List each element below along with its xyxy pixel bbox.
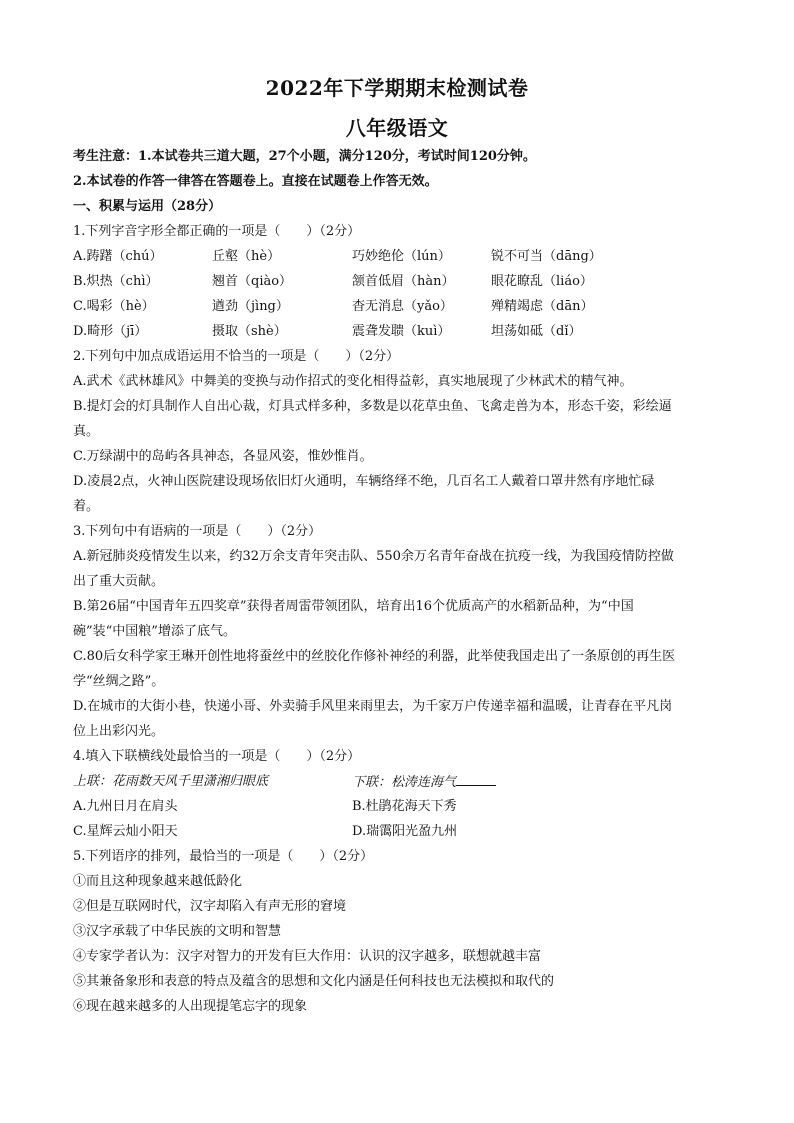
q1-option-d-1: D.畸形（jī） (73, 324, 148, 339)
q4-lower-couplet (352, 773, 496, 792)
q3-option-b-cont: 碗”装“中国粮”增添了底气。 (73, 624, 236, 639)
q2-option-d-cont: 着。 (73, 499, 100, 514)
question-2-stem: 2.下列句中加点成语运用不恰当的一项是（ ）（2分） (73, 349, 400, 364)
q1-option-a-3: 巧妙绝伦（lún） (352, 249, 451, 264)
question-4-stem: 4.填入下联横线处最恰当的一项是（ ）（2分） (73, 749, 361, 764)
q2-option-d: D.凌晨2点，火神山医院建设现场依旧灯火通明，车辆络绎不绝，几百名工人戴着口罩井然有序地忙碌 (73, 474, 655, 489)
q1-option-d-3: 震聋发聩（kuì） (352, 324, 451, 339)
q1-option-d-2: 摄取（shè） (212, 324, 287, 339)
q5-item-2: ②但是互联网时代，汉字却陷入有声无形的窘境 (73, 899, 347, 914)
q1-option-b-4: 眼花瞭乱（liáo） (491, 274, 593, 289)
page-subtitle: 八年级语文 (345, 116, 449, 140)
q5-item-1: ①而且这种现象越来越低龄化 (73, 874, 243, 889)
q1-option-c-3: 杳无消息（yǎo） (352, 299, 453, 314)
section-heading: 一、积累与运用（28分） (73, 199, 222, 214)
page-title: 2022年下学期期末检测试卷 (265, 76, 529, 100)
q4-lower-text: 下联：松涛连海气 (352, 775, 457, 790)
notice-line-2: 2.本试卷的作答一律答在答题卷上。直接在试题卷上作答无效。 (73, 174, 438, 189)
q1-option-b-2: 翘首（qiào） (212, 274, 293, 289)
q5-item-6: ⑥现在越来越多的人出现提笔忘字的现象 (73, 999, 308, 1014)
q3-option-a: A.新冠肺炎疫情发生以来，约32万余支青年突击队、550余万名青年奋战在抗疫一线，为我国疫情防控做 (73, 549, 674, 564)
q4-option-c: C.星辉云灿小阳天 (73, 824, 178, 839)
q3-option-a-cont: 出了重大贡献。 (73, 574, 165, 589)
q4-upper-couplet: 上联：花雨数天风千里潇湘归眼底 (73, 774, 269, 789)
q2-option-c: C.万绿湖中的岛屿各具神态，各显风姿，惟妙惟肖。 (73, 449, 373, 464)
q1-option-a-1: A.踌躇（chú） (73, 249, 163, 264)
q1-option-a-2: 丘壑（hè） (212, 249, 281, 264)
q1-option-d-4: 坦荡如砥（dǐ） (491, 324, 582, 339)
answer-blank (456, 773, 496, 786)
q3-option-c-cont: 学“丝绸之路”。 (73, 674, 165, 689)
notice-line-1: 考生注意：1.本试卷共三道大题，27个小题，满分120分，考试时间120分钟。 (73, 149, 536, 164)
q1-option-c-2: 遒劲（jìng） (212, 299, 289, 314)
q2-option-b: B.提灯会的灯具制作人自出心裁，灯具式样多种，多数是以花草虫鱼、飞禽走兽为本，形态千姿，彩绘逼 (73, 399, 672, 414)
question-1-stem: 1.下列字音字形全都正确的一项是（ ）（2分） (73, 224, 361, 239)
q1-option-b-3: 颔首低眉（hàn） (352, 274, 455, 289)
q5-item-5: ⑤其兼备象形和表意的特点及蕴含的思想和文化内涵是任何科技也无法模拟和取代的 (73, 974, 555, 989)
q3-option-b: B.第26届“中国青年五四奖章”获得者周雷带领团队，培育出16个优质高产的水稻新品种，为“中国 (73, 599, 634, 614)
q1-option-b-1: B.炽热（chì） (73, 274, 159, 289)
q3-option-c: C.80后女科学家王琳开创性地将蚕丝中的丝胶化作修补神经的利器，此举使我国走出了一条原创的再生医 (73, 649, 676, 664)
q1-option-a-4: 锐不可当（dāng） (491, 249, 602, 264)
q3-option-d: D.在城市的大街小巷，快递小哥、外卖骑手风里来雨里去，为千家万户传递幸福和温暖，让青春在平凡岗 (73, 699, 673, 714)
question-5-stem: 5.下列语序的排列，最恰当的一项是（ ）（2分） (73, 849, 374, 864)
q4-option-a: A.九州日月在肩头 (73, 799, 178, 814)
q5-item-3: ③汉字承载了中华民族的文明和智慧 (73, 924, 282, 939)
q3-option-d-cont: 位上出彩闪光。 (73, 724, 165, 739)
q2-option-a: A.武术《武林雄风》中舞美的变换与动作招式的变化相得益彰，真实地展现了少林武术的精气神。 (73, 374, 633, 389)
q4-option-b: B.杜鹃花海天下秀 (352, 799, 457, 814)
q2-option-b-cont: 真。 (73, 424, 100, 439)
q1-option-c-4: 殚精竭虑（dān） (491, 299, 594, 314)
q5-item-4: ④专家学者认为：汉字对智力的开发有巨大作用：认识的汉字越多，联想就越丰富 (73, 949, 542, 964)
q4-option-d: D.瑞霭阳光盈九州 (352, 824, 458, 839)
question-3-stem: 3.下列句中有语病的一项是（ ）（2分） (73, 524, 322, 539)
q1-option-c-1: C.喝彩（hè） (73, 299, 155, 314)
